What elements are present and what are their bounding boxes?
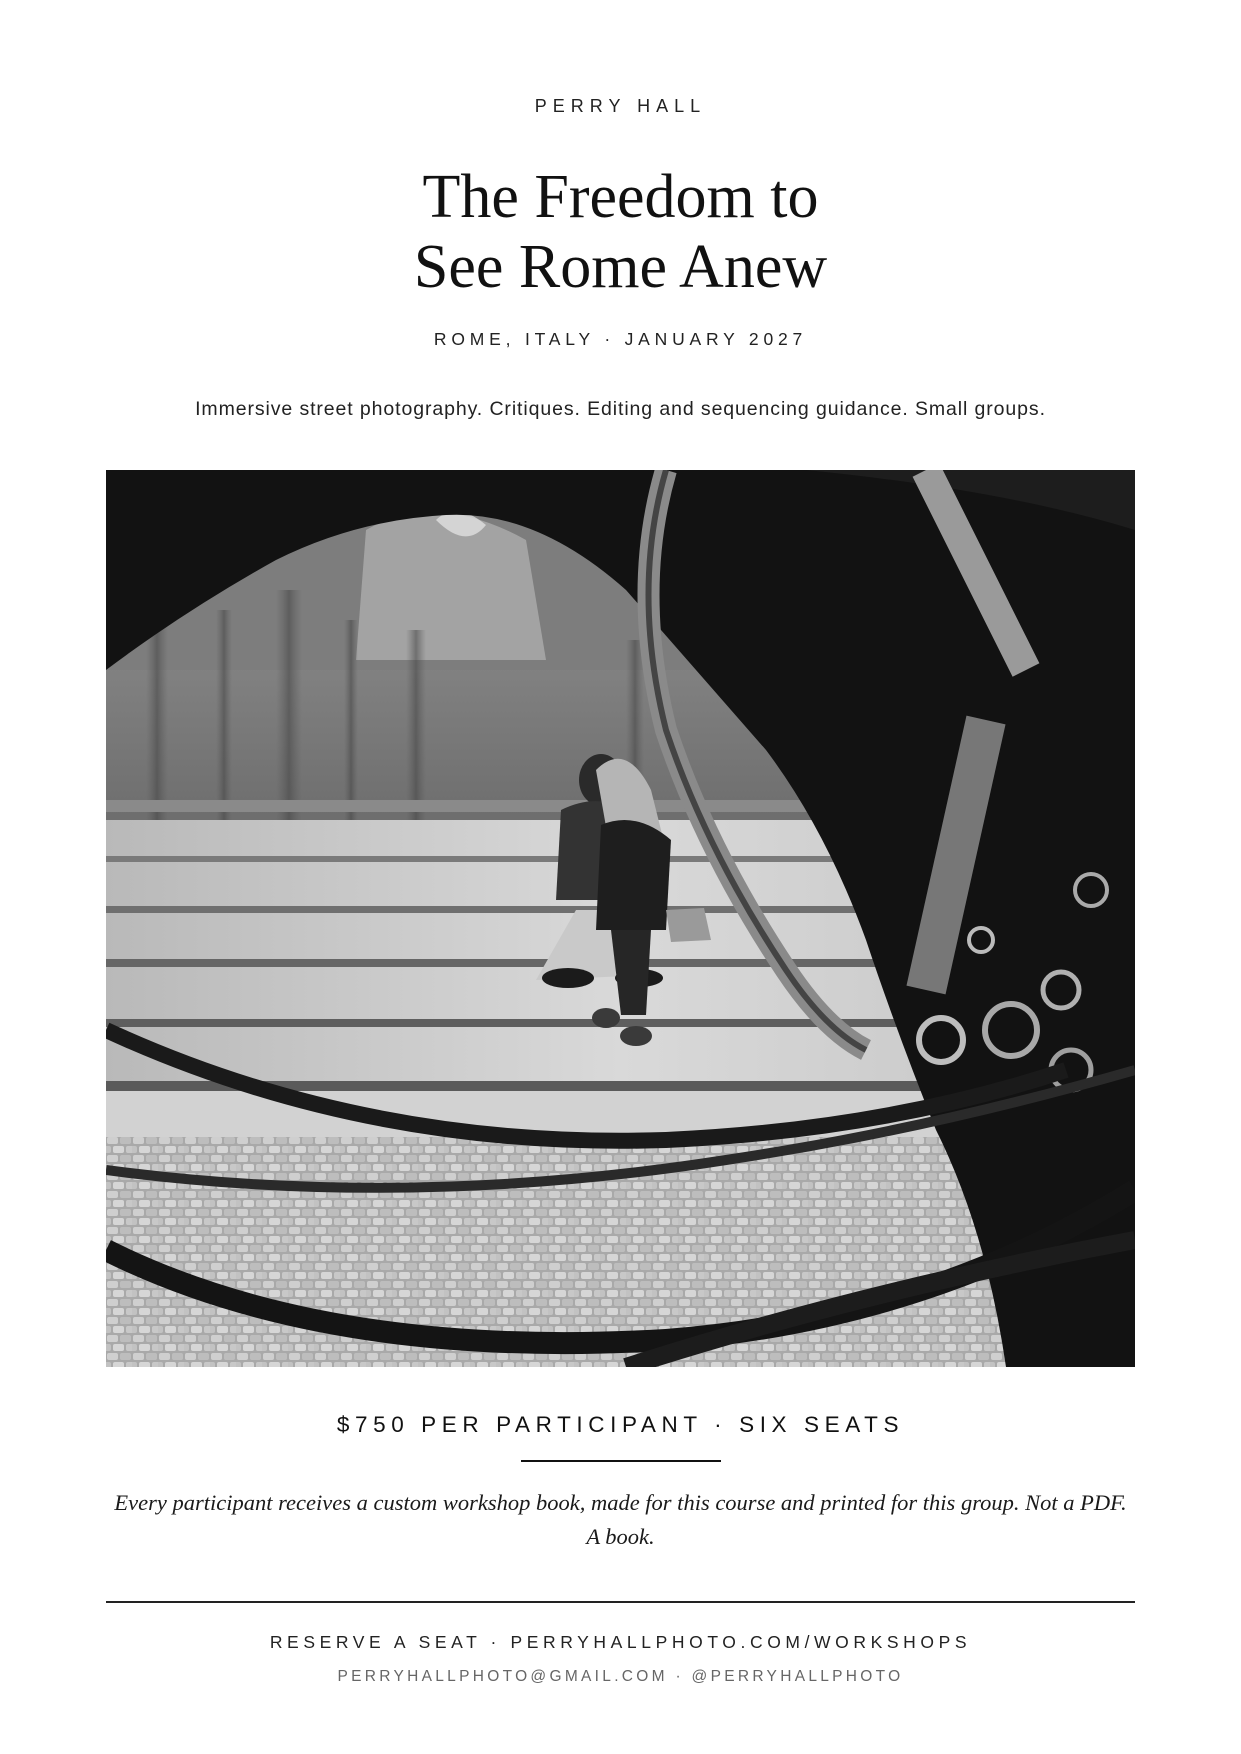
price-line: $750 PER PARTICIPANT · SIX SEATS [336, 1412, 905, 1437]
price-divider [521, 1460, 721, 1462]
title-line-2: See Rome Anew [413, 233, 828, 301]
footer-divider [106, 1601, 1135, 1603]
location-date: ROME, ITALY · JANUARY 2027 [433, 329, 808, 349]
author-name: PERRY HALL [534, 96, 707, 116]
page-title [0, 162, 1241, 302]
hero-photo [106, 470, 1135, 1367]
title-line-1: The Freedom to [422, 163, 819, 231]
book-note: Every participant receives a custom workshop book, made for this course and printed for this group. Not a PDF. A book. [114, 1490, 1127, 1549]
tagline: Immersive street photography. Critiques. Editing and sequencing guidance. Small groups. [195, 398, 1046, 420]
contact-line[interactable]: PERRYHALLPHOTO@GMAIL.COM · @PERRYHALLPHOTO [337, 1668, 904, 1685]
reserve-link[interactable]: RESERVE A SEAT · PERRYHALLPHOTO.COM/WORKSHOPS [269, 1632, 972, 1652]
